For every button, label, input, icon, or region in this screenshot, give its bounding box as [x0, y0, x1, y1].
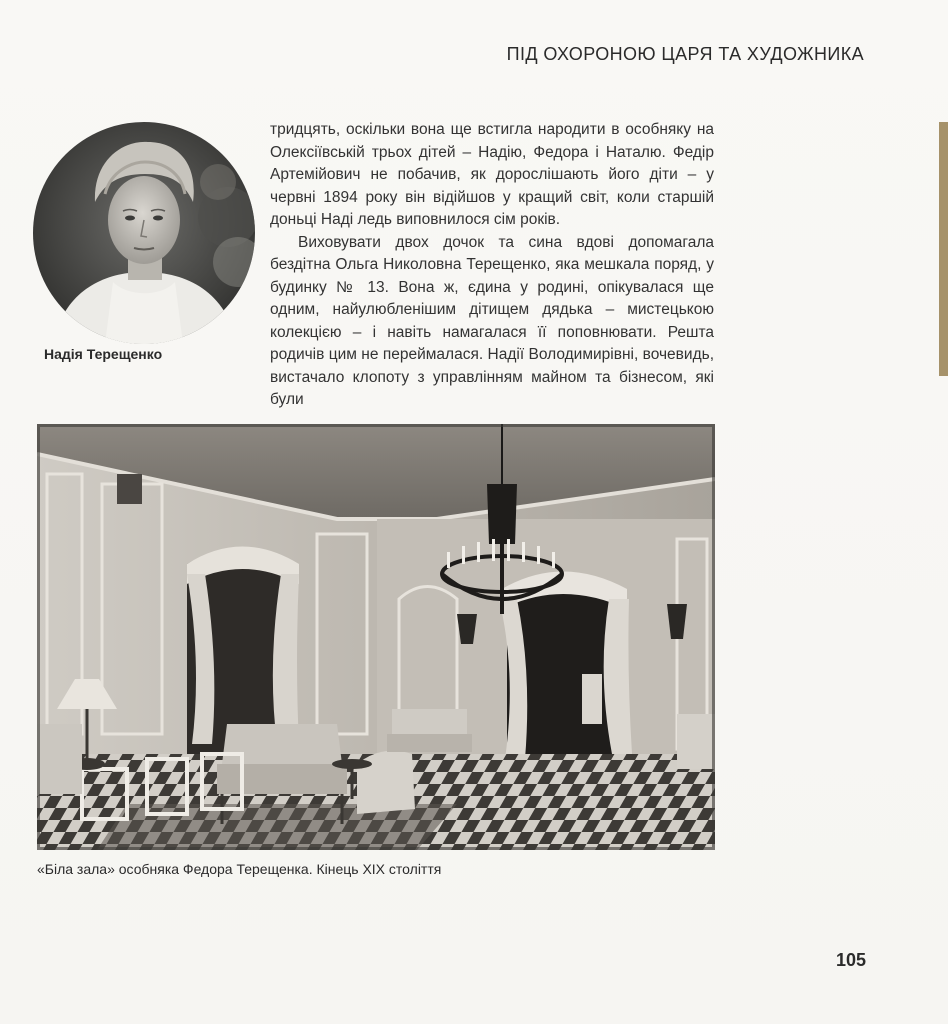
page-number: 105 [835, 950, 866, 970]
photo-caption: «Біла зала» особняка Федора Терещенка. Кінець ХІХ століття [37, 861, 442, 877]
white-hall-photo [37, 424, 715, 850]
chapter-edge-tab [939, 122, 948, 376]
portrait-caption: Надія Терещенко [44, 346, 163, 362]
body-paragraph: тридцять, оскільки вона ще встигла народити в особняку на Олексіївській трьох дітей – Надію, Федора і Наталю. Федір Артемійович не побачив, як дорослішають його діти – у червні 1894 року він відійшов у кращий світ, коли старшій доньці Наді ледь виповнилося сім років. [270, 121, 714, 228]
white-hall-illustration [37, 424, 715, 850]
body-text [270, 119, 714, 412]
body-paragraph: Виховувати двох дочок та сина вдові допомагала бездітна Ольга Николовна Терещенко, яка мешкала поряд, у будинку № 13. Вона ж, єдина у родині, опікувалася ще одним, найулюбленішим дітищем дядька – мистецькою колекцією – і навіть намагалася її поповнювати. Решта родичів цим не переймалася. Надії Володимирівні, вочевидь, вистачало клопоту з управлінням майном та бізнесом, які були [270, 233, 714, 408]
running-head: ПІД ОХОРОНОЮ ЦАРЯ ТА ХУДОЖНИКА [506, 44, 864, 64]
portrait-photo [33, 122, 255, 344]
portrait-illustration [33, 122, 255, 344]
